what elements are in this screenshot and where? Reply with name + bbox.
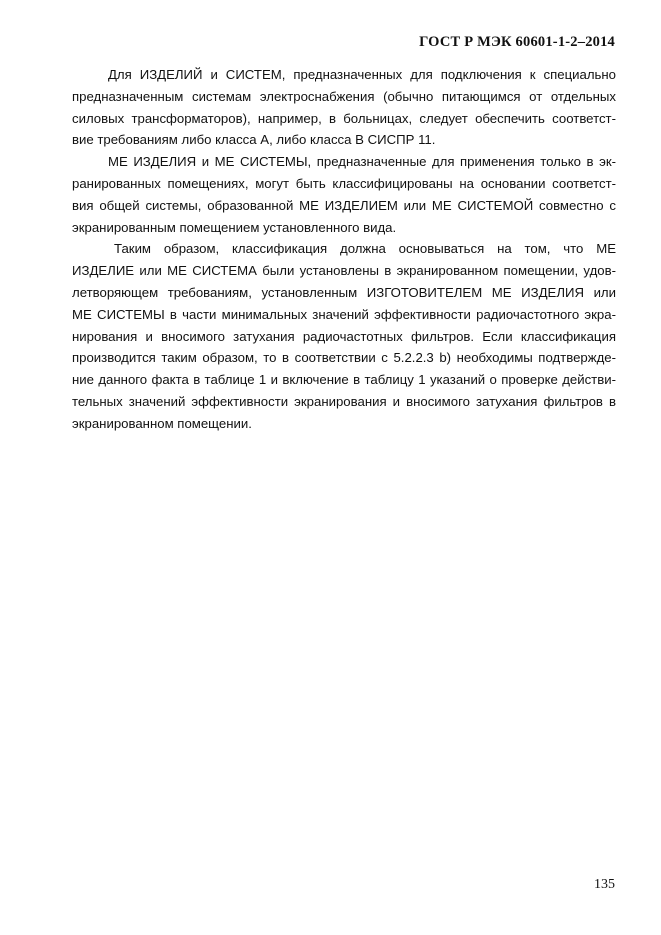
text-line: МЕ СИСТЕМЫ в части минимальных значений эффективности радиочастотного экра- — [72, 306, 616, 322]
text-line: тельных значений эффективности экранирования и вносимого затухания фильтров в — [72, 393, 616, 409]
text-line: Для ИЗДЕЛИЙ и СИСТЕМ, предназначенных для подключения к специально — [108, 67, 616, 82]
text-line: вие требованиям либо класса А, либо класса В СИСПР 11. — [72, 132, 436, 148]
text-line: предназначенным системам электроснабжения (обычно питающимся от отдельных — [72, 88, 616, 104]
text-line: нирования и вносимого затухания радиочастотных фильтров. Если классификация — [72, 328, 616, 344]
text-line: экранированным помещением установленного вида. — [72, 219, 397, 235]
document-body — [72, 64, 616, 435]
paragraph-2 — [72, 151, 616, 238]
text-line: ние данного факта в таблице 1 и включение в таблицу 1 указаний о проверке действи- — [72, 372, 616, 388]
text-line: летворяющем требованиям, установленным ИЗГОТОВИТЕЛЕМ МЕ ИЗДЕЛИЯ или — [72, 284, 616, 300]
text-line: ИЗДЕЛИЕ или МЕ СИСТЕМА были установлены в экранированном помещении, удов- — [72, 263, 616, 279]
page-number: 135 — [594, 877, 615, 892]
paragraph-3 — [72, 238, 616, 434]
text-line: производится таким образом, то в соответствии с 5.2.2.3 b) необходимы подтвержде- — [72, 350, 616, 366]
text-line: экранированном помещении. — [72, 415, 252, 431]
text-line: Таким образом, классификация должна основываться на том, что МЕ — [114, 241, 616, 257]
text-line: МЕ ИЗДЕЛИЯ и МЕ СИСТЕМЫ, предназначенные для применения только в эк- — [108, 154, 616, 170]
paragraph-1 — [72, 64, 616, 151]
text-line: вия общей системы, образованной МЕ ИЗДЕЛИЕМ или МЕ СИСТЕМОЙ совместно с — [72, 197, 616, 213]
text-line: ранированных помещениях, могут быть классифицированы на основании соответст- — [72, 175, 616, 191]
text-line: силовых трансформаторов), например, в больницах, следует обеспечить соответст- — [72, 110, 616, 126]
document-header: ГОСТ Р МЭК 60601-1-2–2014 — [419, 34, 615, 50]
